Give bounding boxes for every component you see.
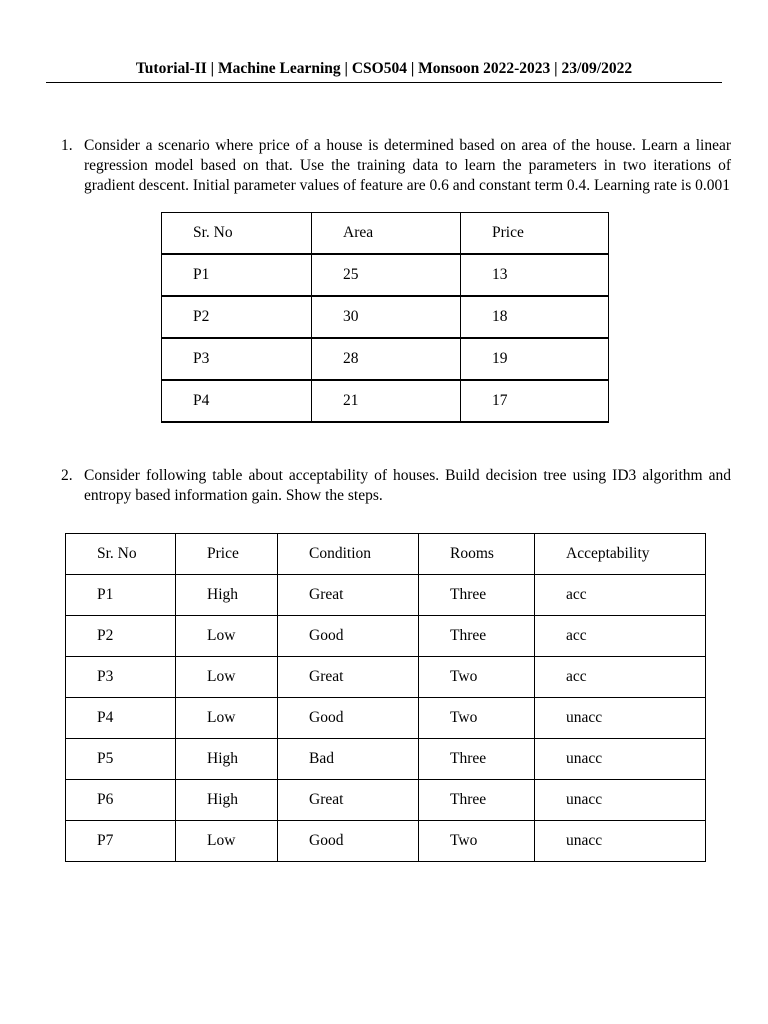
table-row <box>66 780 706 821</box>
table-cell: P7 <box>66 821 176 862</box>
table-row <box>66 821 706 862</box>
table-cell: acc <box>535 575 706 616</box>
table-cell: P4 <box>162 380 312 422</box>
table-cell: 28 <box>312 338 461 380</box>
table-header-row <box>66 534 706 575</box>
table-row <box>162 338 609 380</box>
table-cell: unacc <box>535 821 706 862</box>
column-header: Sr. No <box>162 213 312 255</box>
table-row <box>162 296 609 338</box>
column-header: Rooms <box>419 534 535 575</box>
column-header: Sr. No <box>66 534 176 575</box>
table-cell: Three <box>419 739 535 780</box>
question-1 <box>61 136 731 196</box>
table-cell: 18 <box>461 296 609 338</box>
column-header: Acceptability <box>535 534 706 575</box>
table-cell: Good <box>278 616 419 657</box>
table-cell: P4 <box>66 698 176 739</box>
table-cell: Two <box>419 821 535 862</box>
table-cell: P1 <box>66 575 176 616</box>
table-cell: unacc <box>535 698 706 739</box>
table-cell: unacc <box>535 780 706 821</box>
table-cell: unacc <box>535 739 706 780</box>
column-header: Price <box>461 213 609 255</box>
table-cell: Three <box>419 616 535 657</box>
table-cell: 17 <box>461 380 609 422</box>
regression-data-table <box>161 212 609 423</box>
table-row <box>66 616 706 657</box>
table-cell: Two <box>419 698 535 739</box>
table-cell: P3 <box>162 338 312 380</box>
table-cell: Low <box>176 657 278 698</box>
table-cell: Great <box>278 657 419 698</box>
table-cell: High <box>176 575 278 616</box>
question-text: Consider following table about acceptability of houses. Build decision tree using ID3 algorithm and entropy based information gain. Show the steps. <box>84 467 731 504</box>
table-cell: 25 <box>312 254 461 296</box>
table-cell: acc <box>535 657 706 698</box>
table-row <box>162 254 609 296</box>
table-cell: Low <box>176 698 278 739</box>
table-header-row <box>162 213 609 255</box>
question-number: 2. <box>61 467 73 484</box>
question-2 <box>61 466 731 506</box>
table-cell: 13 <box>461 254 609 296</box>
table-cell: Three <box>419 780 535 821</box>
table-row <box>66 657 706 698</box>
table-row <box>66 575 706 616</box>
question-number: 1. <box>61 137 73 154</box>
column-header: Area <box>312 213 461 255</box>
acceptability-data-table <box>65 533 706 862</box>
page-header: Tutorial-II | Machine Learning | CSO504 | Monsoon 2022-2023 | 23/09/2022 <box>46 60 722 83</box>
column-header: Price <box>176 534 278 575</box>
table-cell: P2 <box>162 296 312 338</box>
table-cell: Good <box>278 698 419 739</box>
table-cell: Low <box>176 821 278 862</box>
table-cell: 19 <box>461 338 609 380</box>
table-cell: Low <box>176 616 278 657</box>
table-row <box>66 739 706 780</box>
question-text: Consider a scenario where price of a house is determined based on area of the house. Learn a linear regression model based on that. Use the training data to learn the parameters in two iterations of gradient descent. Initial parameter values of feature are 0.6 and constant term 0.4. Learning rate is 0.001 <box>84 137 731 194</box>
table-cell: P2 <box>66 616 176 657</box>
table-cell: High <box>176 739 278 780</box>
column-header: Condition <box>278 534 419 575</box>
table-cell: P5 <box>66 739 176 780</box>
table-row <box>66 698 706 739</box>
table-cell: Bad <box>278 739 419 780</box>
table-cell: High <box>176 780 278 821</box>
table-cell: Good <box>278 821 419 862</box>
table-cell: P3 <box>66 657 176 698</box>
table-cell: Two <box>419 657 535 698</box>
table-cell: Three <box>419 575 535 616</box>
table-cell: P6 <box>66 780 176 821</box>
table-cell: acc <box>535 616 706 657</box>
table-cell: Great <box>278 575 419 616</box>
table-row <box>162 380 609 422</box>
table-cell: P1 <box>162 254 312 296</box>
table-cell: Great <box>278 780 419 821</box>
table-cell: 21 <box>312 380 461 422</box>
table-cell: 30 <box>312 296 461 338</box>
